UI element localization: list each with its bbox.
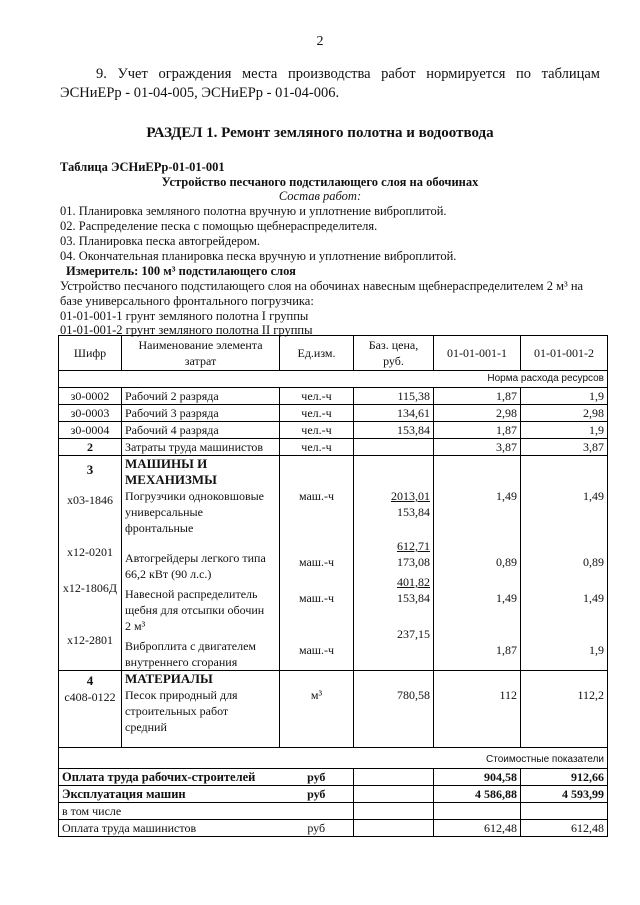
- machine-name: Виброплита с двигателем: [125, 639, 257, 653]
- value-cell: 1,87: [434, 388, 521, 405]
- group-title: МАШИНЫ И: [125, 456, 208, 471]
- header-col1: 01-01-001-1: [434, 336, 521, 371]
- machine-value: 1,49: [583, 591, 604, 605]
- machine-price: 612,71: [397, 539, 430, 553]
- works-heading: Состав работ:: [278, 189, 362, 203]
- cost-unit: руб: [280, 786, 354, 803]
- table-row: [59, 388, 608, 405]
- material-unit: м³: [310, 688, 323, 702]
- code-cell: з0-0004: [59, 422, 122, 439]
- value-cell: [521, 671, 608, 748]
- name-cell: Затраты труда машинистов: [122, 439, 280, 456]
- cost-value: 4 593,99: [521, 786, 608, 803]
- header-unit: Ед.изм.: [280, 336, 354, 371]
- value-cell: 2,98: [434, 405, 521, 422]
- machine-name: внутреннего сгорания: [125, 655, 238, 669]
- machine-price: 2013,01: [391, 489, 430, 503]
- variant-line: 01-01-001-1 грунт земляного полотна I группы: [60, 309, 309, 323]
- price-cell: [354, 456, 434, 671]
- materials-block: [59, 671, 608, 748]
- cost-label-row: [59, 748, 608, 769]
- price-cell: [354, 769, 434, 786]
- value-cell: 3,87: [434, 439, 521, 456]
- machine-value: 1,9: [589, 643, 604, 657]
- machinist-price: 173,08: [397, 555, 430, 569]
- table-id: Таблица ЭСНиЕРр-01-01-001: [60, 160, 225, 174]
- unit-cell: чел.-ч: [280, 388, 354, 405]
- machine-price: 401,82: [397, 575, 430, 589]
- material-name: строительных работ: [125, 704, 229, 718]
- cost-row: [59, 803, 608, 820]
- cost-name: в том числе: [59, 803, 280, 820]
- cost-unit: руб: [280, 769, 354, 786]
- cost-name: Оплата труда машинистов: [59, 820, 280, 837]
- group-code: 4: [86, 673, 94, 688]
- work-item: 04. Окончательная планировка песка вручную и уплотнение виброплитой.: [60, 249, 457, 263]
- material-value: 112: [499, 688, 517, 702]
- price-cell: [354, 671, 434, 748]
- machine-name: Погрузчики одноковшовые: [125, 489, 265, 503]
- machine-name: Навесной распределитель: [125, 587, 258, 601]
- cost-value: 904,58: [434, 769, 521, 786]
- unit-cell: [280, 671, 354, 748]
- machine-code: х03-1846: [67, 493, 113, 507]
- value-cell: [521, 456, 608, 671]
- machine-price: 237,15: [397, 627, 430, 641]
- machine-value: 1,49: [496, 489, 517, 503]
- table-title: Устройство песчаного подстилающего слоя на обочинах: [161, 175, 479, 189]
- price-cell: 134,61: [354, 405, 434, 422]
- price-cell: 115,38: [354, 388, 434, 405]
- cost-unit: руб: [280, 820, 354, 837]
- machinist-row: [59, 439, 608, 456]
- price-cell: [354, 439, 434, 456]
- machine-name: 66,2 кВт (90 л.с.): [125, 567, 212, 581]
- description-line: базе универсального фронтального погрузчика:: [60, 294, 314, 308]
- material-name: Песок природный для: [125, 688, 238, 702]
- machines-block: [59, 456, 608, 671]
- unit-cell: чел.-ч: [280, 405, 354, 422]
- code-cell: [59, 456, 122, 671]
- price-cell: 153,84: [354, 422, 434, 439]
- code-cell: [59, 671, 122, 748]
- cost-name: Эксплуатация машин: [59, 786, 280, 803]
- group-code: 3: [86, 462, 94, 477]
- material-name: средний: [125, 720, 167, 734]
- cost-row: [59, 769, 608, 786]
- machine-value: 1,49: [583, 489, 604, 503]
- value-cell: 1,87: [434, 422, 521, 439]
- value-cell: 1,9: [521, 388, 608, 405]
- code-cell: з0-0002: [59, 388, 122, 405]
- value-cell: [434, 671, 521, 748]
- material-price: 780,58: [397, 688, 430, 702]
- header-row: [59, 336, 608, 371]
- variant-line: 01-01-001-2 грунт земляного полотна II группы: [60, 323, 313, 337]
- section-title: РАЗДЕЛ 1. Ремонт земляного полотна и водоотвода: [146, 125, 494, 141]
- name-cell: Рабочий 3 разряда: [122, 405, 280, 422]
- norm-label-row: [59, 371, 608, 388]
- unit-cell: чел.-ч: [280, 439, 354, 456]
- value-cell: 3,87: [521, 439, 608, 456]
- table-row: [59, 422, 608, 439]
- name-cell: [122, 671, 280, 748]
- machine-unit: маш.-ч: [298, 555, 335, 569]
- cost-row: [59, 786, 608, 803]
- value-cell: 2,98: [521, 405, 608, 422]
- material-value: 112,2: [577, 688, 604, 702]
- value-cell: [434, 456, 521, 671]
- header-price: Баз. цена, руб.: [354, 336, 434, 371]
- machine-name: фронтальные: [125, 521, 194, 535]
- machine-value: 1,49: [496, 591, 517, 605]
- cost-value: [434, 803, 521, 820]
- machine-name: универсальные: [125, 505, 203, 519]
- header-col2: 01-01-001-2: [521, 336, 608, 371]
- page-number: 2: [316, 34, 324, 49]
- work-item: 02. Распределение песка с помощью щебнераспределителя.: [60, 219, 378, 233]
- machinist-price: 153,84: [397, 591, 430, 605]
- machine-value: 0,89: [496, 555, 517, 569]
- machine-name: Автогрейдеры легкого типа: [125, 551, 266, 565]
- cost-unit: [280, 803, 354, 820]
- meter: Измеритель: 100 м³ подстилающего слоя: [66, 264, 296, 278]
- cost-label: Стоимостные показатели: [59, 748, 608, 769]
- header-code: Шифр: [59, 336, 122, 371]
- machine-unit: маш.-ч: [298, 643, 335, 657]
- machine-unit: маш.-ч: [298, 591, 335, 605]
- work-item: 03. Планировка песка автогрейдером.: [60, 234, 261, 248]
- machine-code: х12-1806Д: [62, 581, 118, 595]
- cost-value: 912,66: [521, 769, 608, 786]
- table-row: [59, 405, 608, 422]
- machine-value: 1,87: [496, 643, 517, 657]
- intro-paragraph: 9. Учет ограждения места производства работ нормируется по таблицам ЭСНиЕРр - 01-04-005, ЭСНиЕРр - 01-04-006.: [60, 66, 600, 101]
- name-cell: Рабочий 4 разряда: [122, 422, 280, 439]
- price-cell: [354, 803, 434, 820]
- cost-name: Оплата труда рабочих-строителей: [59, 769, 280, 786]
- code-cell: 2: [59, 439, 122, 456]
- unit-cell: чел.-ч: [280, 422, 354, 439]
- work-item: 01. Планировка земляного полотна вручную и уплотнение виброплитой.: [60, 204, 447, 218]
- price-cell: [354, 786, 434, 803]
- machine-name: щебня для отсыпки обочин: [125, 603, 265, 617]
- name-cell: Рабочий 2 разряда: [122, 388, 280, 405]
- value-cell: 1,9: [521, 422, 608, 439]
- cost-value: 612,48: [521, 820, 608, 837]
- header-name: Наименование элемента затрат: [122, 336, 280, 371]
- description-line: Устройство песчаного подстилающего слоя на обочинах навесным щебнераспределителем 2 м³ на: [60, 279, 584, 293]
- group-title: МЕХАНИЗМЫ: [125, 472, 217, 487]
- machine-unit: маш.-ч: [298, 489, 335, 503]
- name-cell: [122, 456, 280, 671]
- machine-value: 0,89: [583, 555, 604, 569]
- price-cell: [354, 820, 434, 837]
- resource-table: [58, 335, 608, 837]
- norm-label: Норма расхода ресурсов: [59, 371, 608, 388]
- cost-value: 612,48: [434, 820, 521, 837]
- unit-cell: [280, 456, 354, 671]
- cost-value: [521, 803, 608, 820]
- machinist-price: 153,84: [397, 505, 430, 519]
- machine-name: 2 м³: [125, 619, 146, 633]
- material-code: с408-0122: [64, 690, 116, 704]
- machine-code: х12-0201: [67, 545, 113, 559]
- group-title: МАТЕРИАЛЫ: [125, 671, 213, 686]
- cost-value: 4 586,88: [434, 786, 521, 803]
- code-cell: з0-0003: [59, 405, 122, 422]
- machine-code: х12-2801: [67, 633, 113, 647]
- cost-row: [59, 820, 608, 837]
